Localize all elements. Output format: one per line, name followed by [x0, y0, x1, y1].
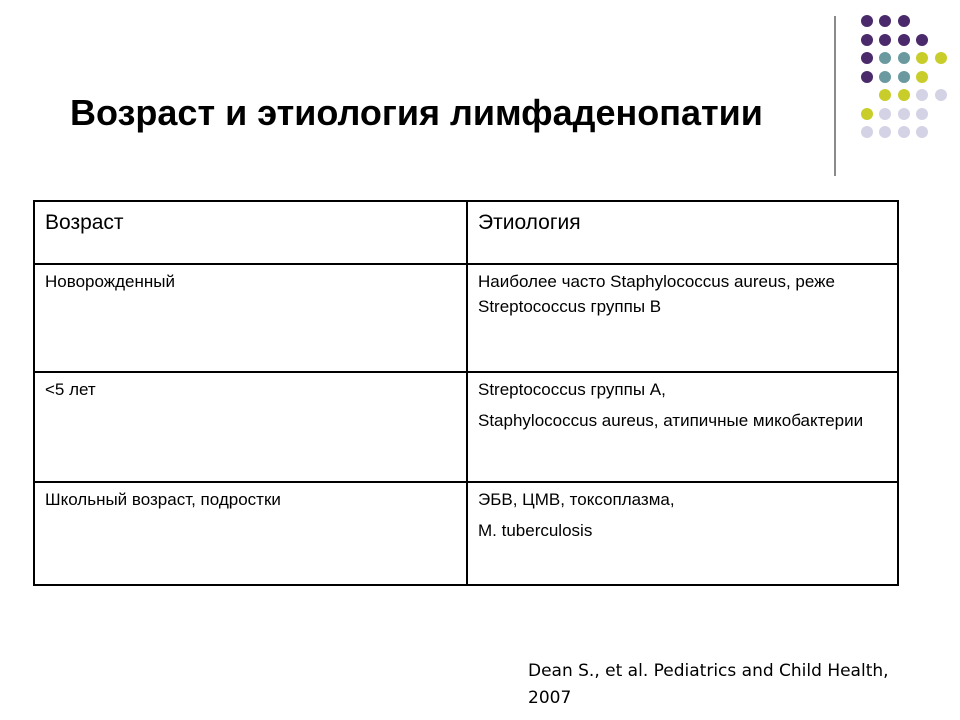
decorative-vertical-line [834, 16, 836, 176]
etiology-text: Staphylococcus aureus, атипичные микобактерии [478, 411, 864, 430]
cell-etiology [468, 483, 897, 586]
decorative-dot [861, 34, 873, 46]
decorative-dot [861, 126, 873, 138]
decorative-dot [898, 52, 910, 64]
decorative-dot [898, 15, 910, 27]
decorative-dot [879, 126, 891, 138]
slide-title: Возраст и этиология лимфаденопатии [70, 92, 763, 133]
etiology-text: Наиболее часто Staphylococcus aureus, реже Streptococcus группы В [478, 272, 835, 316]
table-row [35, 373, 897, 483]
decorative-dot [898, 89, 910, 101]
cell-age: Новорожденный [35, 265, 468, 371]
etiology-text: Streptococcus группы А, [478, 380, 666, 399]
decorative-dot [879, 108, 891, 120]
etiology-text: ЭБВ, ЦМВ, токсоплазма, [478, 490, 675, 509]
decorative-dot [916, 89, 928, 101]
cell-age: <5 лет [35, 373, 468, 481]
decorative-dot [861, 108, 873, 120]
decorative-dot [916, 71, 928, 83]
citation-year: 2007 [528, 688, 572, 708]
decorative-dot [935, 52, 947, 64]
decorative-dot [879, 15, 891, 27]
decorative-dot [898, 71, 910, 83]
decorative-dot [916, 108, 928, 120]
decorative-dot [898, 108, 910, 120]
table-header-row [35, 202, 897, 265]
decorative-dot [879, 52, 891, 64]
header-age: Возраст [35, 202, 468, 263]
citation-line: Dean S., et al. Pediatrics and Child Health, [528, 661, 889, 681]
decorative-dot [879, 34, 891, 46]
cell-age: Школьный возраст, подростки [35, 483, 468, 586]
table-row [35, 483, 897, 586]
decorative-dot [861, 71, 873, 83]
decorative-dot [916, 126, 928, 138]
decorative-dot [935, 89, 947, 101]
decorative-dot [861, 52, 873, 64]
etiology-table [33, 200, 899, 586]
decorative-dot [916, 52, 928, 64]
etiology-text: M. tuberculosis [478, 521, 593, 540]
header-etiology: Этиология [478, 211, 581, 234]
table-row [35, 265, 897, 373]
cell-etiology [468, 373, 897, 481]
decorative-dot [916, 34, 928, 46]
decorative-dot [861, 15, 873, 27]
cell-etiology [468, 265, 897, 371]
decorative-dot [898, 126, 910, 138]
decorative-dot [879, 71, 891, 83]
decorative-dot [898, 34, 910, 46]
decorative-dot [879, 89, 891, 101]
citation [528, 658, 908, 712]
